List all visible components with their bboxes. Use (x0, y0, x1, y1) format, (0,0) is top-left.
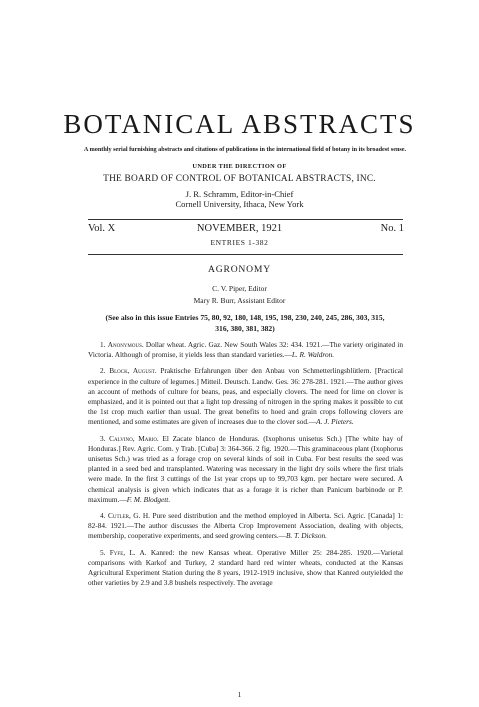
entry-text: Pure seed distribution and the method employed in Alberta. Sci. Agric. [Canada] 1: 82-84. 1921.—The author discusses the Alberta Crop Improvement Association, dealing with objects, membership, cooperative experiments, and seed growing centers.— (88, 511, 403, 541)
issue-number: No. 1 (380, 223, 404, 234)
entry-signature: A. J. Pieters. (316, 417, 354, 427)
entry-text: Praktische Erfahrungen über den Anbau von Schmetterlingsblütlern. [Practical experience in the culture of legumes.] Mitteil. Deutsch. Landw. Ges. 36: 278-281. 1921.—The author gives an account of methods of culture for beans, peas, and especially clovers. The need for lime on clover is emphasized, and it is pointed out that a light top dressing of nitrogen in the spring makes it possible to cut the 1st crop much earlier than usual. The great benefits to hoed and grain crops following clovers are mentioned, and some estimates are given of increases due to the clover sod.— (88, 366, 403, 427)
entries-range: ENTRIES 1-382 (210, 238, 269, 247)
abstract-entry (88, 340, 403, 360)
page-number: 1 (237, 690, 242, 699)
editor-in-chief: J. R. Schramm, Editor-in-Chief (185, 189, 294, 199)
editor-block (0, 189, 479, 209)
entry-signature: L. R. Waldron. (291, 350, 335, 360)
entry-author: Calvino, Mario. (109, 433, 159, 443)
entry-number: 4. (100, 511, 106, 521)
entry-author: Block, August. (109, 366, 157, 376)
volume-label: Vol. X (88, 223, 116, 234)
entry-number: 2. (100, 366, 106, 376)
abstract-entry (88, 434, 403, 505)
entry-signature: B. T. Dickson. (285, 531, 327, 541)
abstract-entry (88, 366, 403, 427)
journal-subtitle: A monthly serial furnishing abstracts and citations of publications in the international field of botany in its broadest sense. (83, 146, 407, 153)
entry-author: Cutler, G. H. (107, 511, 150, 521)
direction-line: UNDER THE DIRECTION OF (192, 163, 287, 170)
see-also-note: (See also in this issue Entries 75, 80, 92, 180, 148, 195, 198, 230, 240, 245, 286, 303, 315, 316, 380, 381, 382) (105, 313, 385, 333)
entry-author: Fyfe, L. A. (109, 547, 147, 557)
entry-number: 5. (100, 547, 106, 557)
entry-text: El Zacate blanco de Honduras. (Ixophorus unisetus Sch.) [The white hay of Honduras.] Rev. Agric. Com. y Trab. [Cuba] 3: 364-366. 2 fig. 1920.—This graminaceous plant (Ixophorus unisetus Sch.) was tried as a forage crop on several kinds of soil in Cuba. For best results the seed was planted in a seed bed and transplanted. Watering was necessary in the light dry soils where the first trials were made. In the first 3 cuttings of the 1st year crops up to 99,703 kgm. per hectare were secured. A chemical analysis is given which indicates that as a forage it is richer than Panicum barbinode or P. maximum.— (88, 433, 403, 504)
journal-title: BOTANICAL ABSTRACTS (63, 109, 416, 139)
abstract-entries (88, 340, 403, 594)
entry-text: Kanred: the new Kansas wheat. Operative Miller 25: 284-285. 1920.—Varietal comparisons with Karkof and Turkey, 2 standard hard red winter wheats, conducted at the Kansas Agricultural Experiment Station during the 8 years, 1912-1919 inclusive, show that Kanred outyielded the other varieties by 2.9 and 3.8 bushels respectively. The average (88, 547, 404, 588)
bottom-rule (88, 254, 403, 255)
entry-number: 3. (100, 433, 106, 443)
top-rule (88, 219, 403, 220)
entry-number: 1. (100, 340, 106, 349)
abstract-entry (88, 511, 403, 542)
section-editor: C. V. Piper, Editor (212, 284, 267, 293)
entry-text: Dollar wheat. Agric. Gaz. New South Wales 32: 434. 1921.—The variety originated in Victoria. Although of promise, it yields less than standard varieties.— (88, 340, 403, 360)
entry-author: Anonymous. (107, 340, 144, 349)
abstract-entry (88, 548, 403, 589)
editor-affiliation: Cornell University, Ithaca, New York (175, 199, 304, 209)
entry-signature: F. M. Blodgett. (126, 494, 171, 504)
section-assistant-editor: Mary R. Burr, Assistant Editor (193, 296, 286, 305)
section-title: AGRONOMY (208, 264, 271, 275)
board-line: THE BOARD OF CONTROL OF BOTANICAL ABSTRACTS, INC. (103, 174, 376, 184)
issue-date: NOVEMBER, 1921 (196, 223, 283, 234)
